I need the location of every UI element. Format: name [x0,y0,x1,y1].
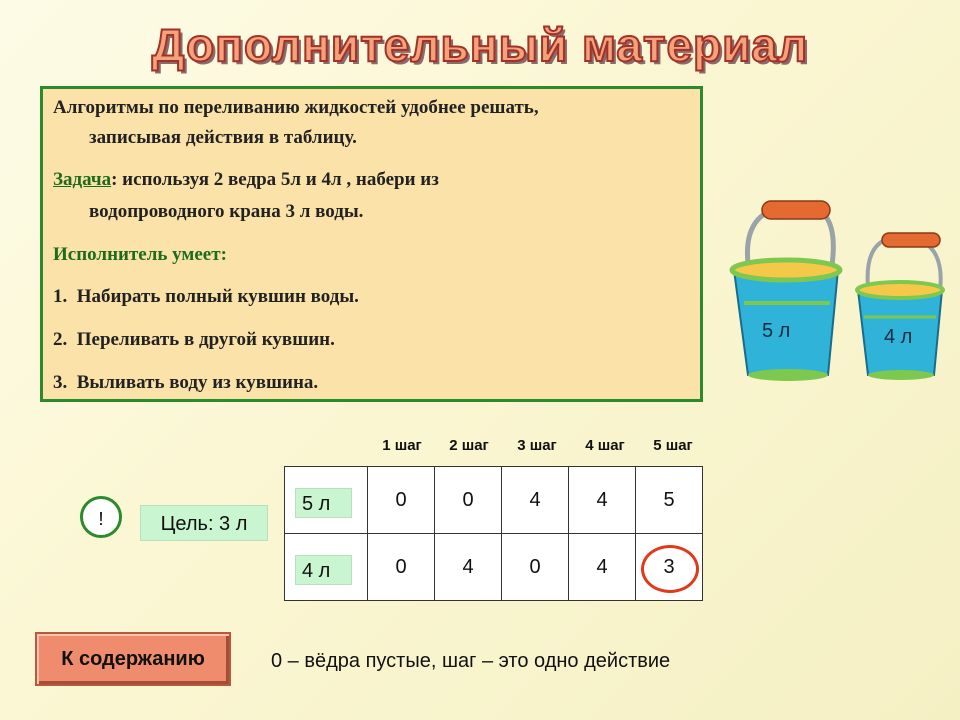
step-header: 1 шаг [382,437,422,454]
row-label-5l: 5 л [295,488,352,518]
table-cell: 0 [435,467,502,534]
goal-label: Цель: 3 л [140,505,268,541]
list-item-text: Набирать полный кувшин воды. [76,286,359,307]
bucket-4l-label: 4 л [884,326,913,348]
intro-line-1: Алгоритмы по переливанию жидкостей удобнее решать, [53,97,539,118]
page-title: Дополнительный материал [151,19,809,71]
step-header: 3 шаг [517,437,557,454]
list-item-number: 1. [53,286,68,307]
intro-line-2: записывая действия в таблицу. [89,127,357,148]
task-line-1 [53,169,439,191]
table-cell: 3 [636,534,703,601]
step-header: 5 шаг [653,437,693,454]
task-text: : используя 2 ведра 5л и 4л , набери из [111,169,439,190]
buckets-illustration [720,195,950,390]
footnote: 0 – вёдра пустые, шаг – это одно действие [271,650,671,672]
bucket-5l-icon [732,201,840,381]
list-item-number: 2. [53,329,68,350]
table-cell: 5 [636,467,703,534]
table-cell: 4 [435,534,502,601]
table-cell: 0 [368,467,435,534]
back-to-contents-button[interactable]: К содержанию [35,632,231,686]
table-cell: 4 [569,534,636,601]
table-cell: 4 [502,467,569,534]
table-cell: 0 [368,534,435,601]
exclamation-icon[interactable]: ! [80,496,122,538]
list-item-text: Выливать воду из кувшина. [76,372,319,393]
bucket-5l-label: 5 л [762,320,791,342]
list-item-text: Переливать в другой кувшин. [76,329,335,350]
list-item [53,329,335,351]
task-description-box [40,86,703,402]
table-cell: 0 [502,534,569,601]
bucket-4l-icon [857,233,943,380]
step-header: 4 шаг [585,437,625,454]
performer-heading: Исполнитель умеет: [53,244,227,265]
row-label-4l: 4 л [295,555,352,585]
step-header: 2 шаг [449,437,489,454]
task-line-2: водопроводного крана 3 л воды. [89,201,364,222]
task-label: Задача [53,169,112,190]
list-item [53,286,359,308]
list-item-number: 3. [53,372,68,393]
list-item [53,372,318,394]
table-cell: 4 [569,467,636,534]
answer-highlight-circle [641,545,699,593]
